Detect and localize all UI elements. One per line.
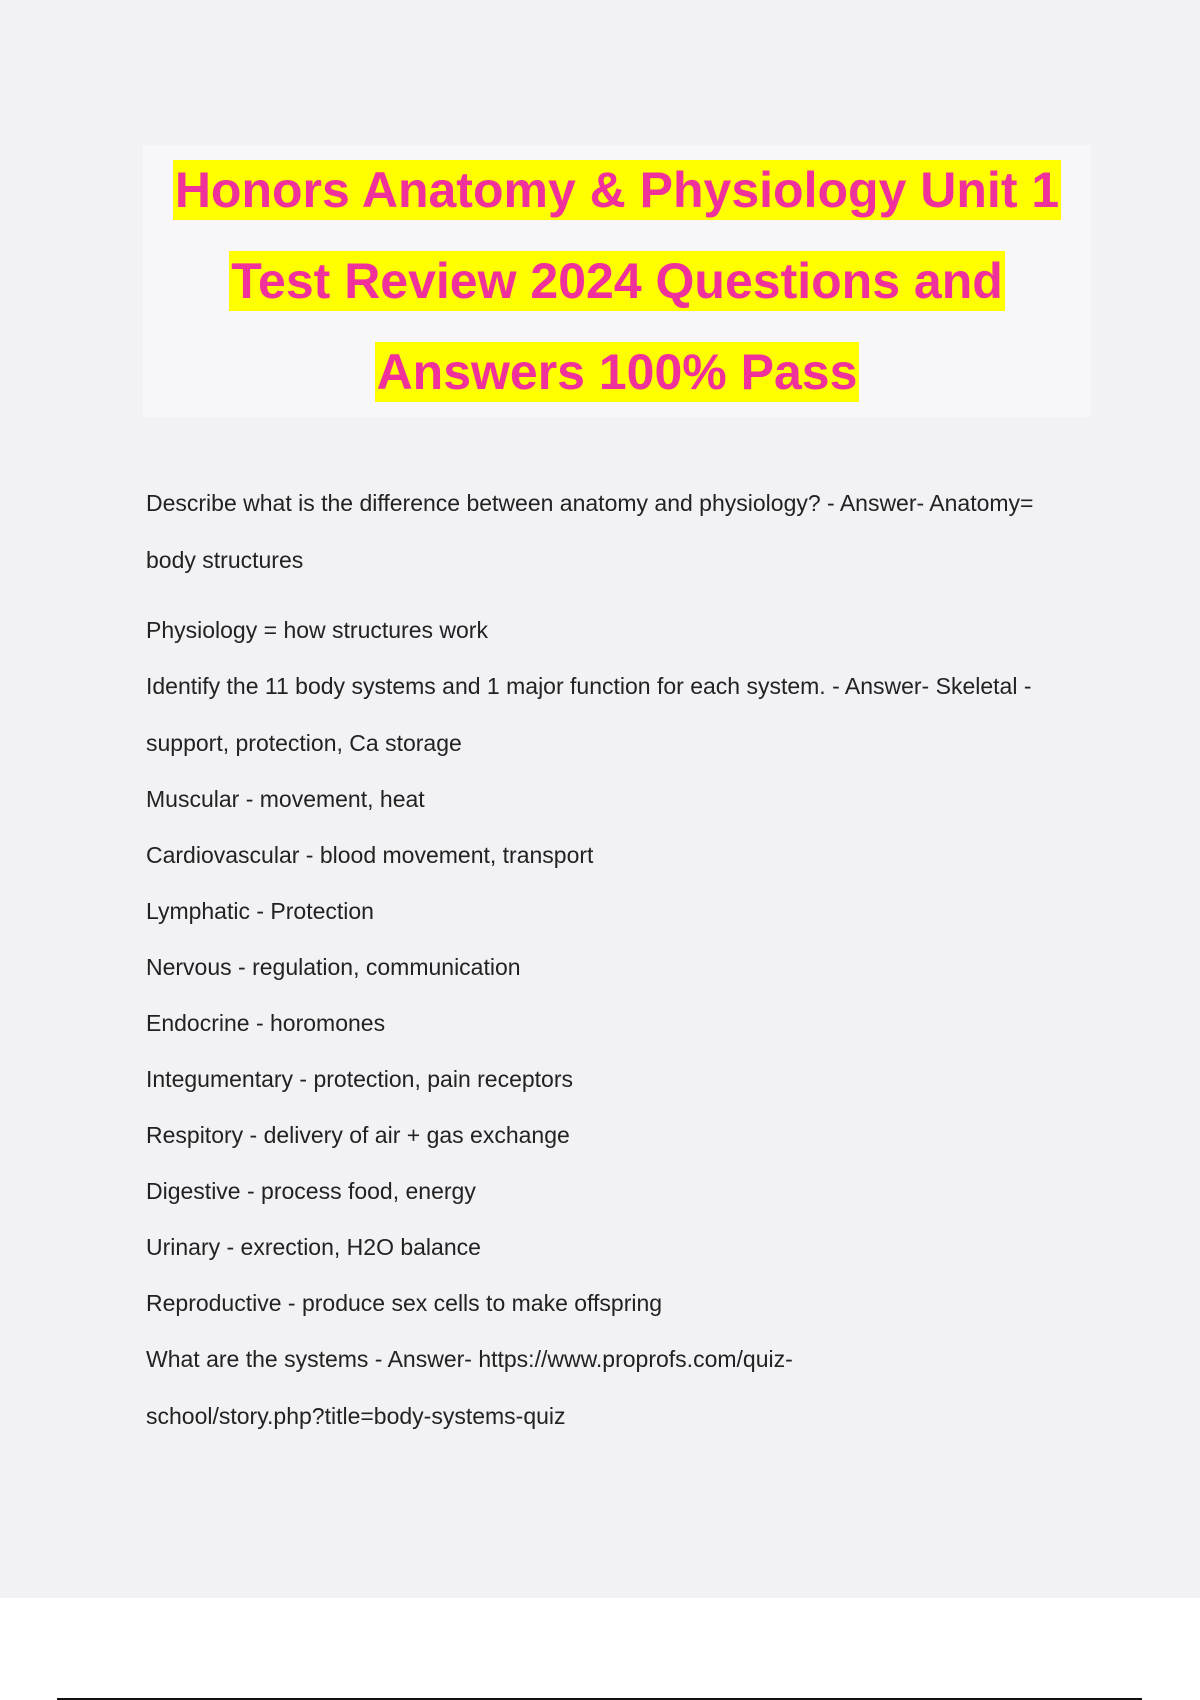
system-line-cardiovascular: Cardiovascular - blood movement, transport <box>146 842 594 868</box>
qa-3-line-2: school/story.php?title=body-systems-quiz <box>146 1402 566 1429</box>
qa-3-line-1: What are the systems - Answer- https://www.proprofs.com/quiz- <box>146 1346 793 1372</box>
qa-2-line-2: support, protection, Ca storage <box>146 729 462 756</box>
physiology-line: Physiology = how structures work <box>146 617 488 643</box>
system-line-respitory: Respitory - delivery of air + gas exchange <box>146 1122 570 1148</box>
title-line-1: Honors Anatomy & Physiology Unit 1 <box>174 162 1060 218</box>
qa-1-line-1: Describe what is the difference between anatomy and physiology? - Answer- Anatomy= <box>146 490 1034 516</box>
document-title <box>143 145 1091 418</box>
document-body <box>146 475 1096 1444</box>
title-block <box>143 145 1091 417</box>
system-line-lymphatic: Lymphatic - Protection <box>146 898 374 924</box>
system-line-reproductive: Reproductive - produce sex cells to make offspring <box>146 1290 663 1316</box>
system-line-muscular: Muscular - movement, heat <box>146 786 425 812</box>
system-line-integumentary: Integumentary - protection, pain receptors <box>146 1066 574 1092</box>
question-answer-1 <box>146 475 1096 588</box>
qa-2-line-1: Identify the 11 body systems and 1 major function for each system. - Answer- Skeletal - <box>146 673 1032 699</box>
question-answer-2 <box>146 658 1096 771</box>
qa-1-line-2: body structures <box>146 546 304 573</box>
system-line-urinary: Urinary - exrection, H2O balance <box>146 1234 481 1260</box>
title-line-3: Answers 100% Pass <box>376 344 858 400</box>
system-line-digestive: Digestive - process food, energy <box>146 1178 476 1204</box>
question-answer-3 <box>146 1331 1096 1444</box>
system-line-nervous: Nervous - regulation, communication <box>146 954 521 980</box>
paragraph-gap <box>146 588 1096 602</box>
title-line-2: Test Review 2024 Questions and <box>231 253 1003 309</box>
system-line-endocrine: Endocrine - horomones <box>146 1010 386 1036</box>
